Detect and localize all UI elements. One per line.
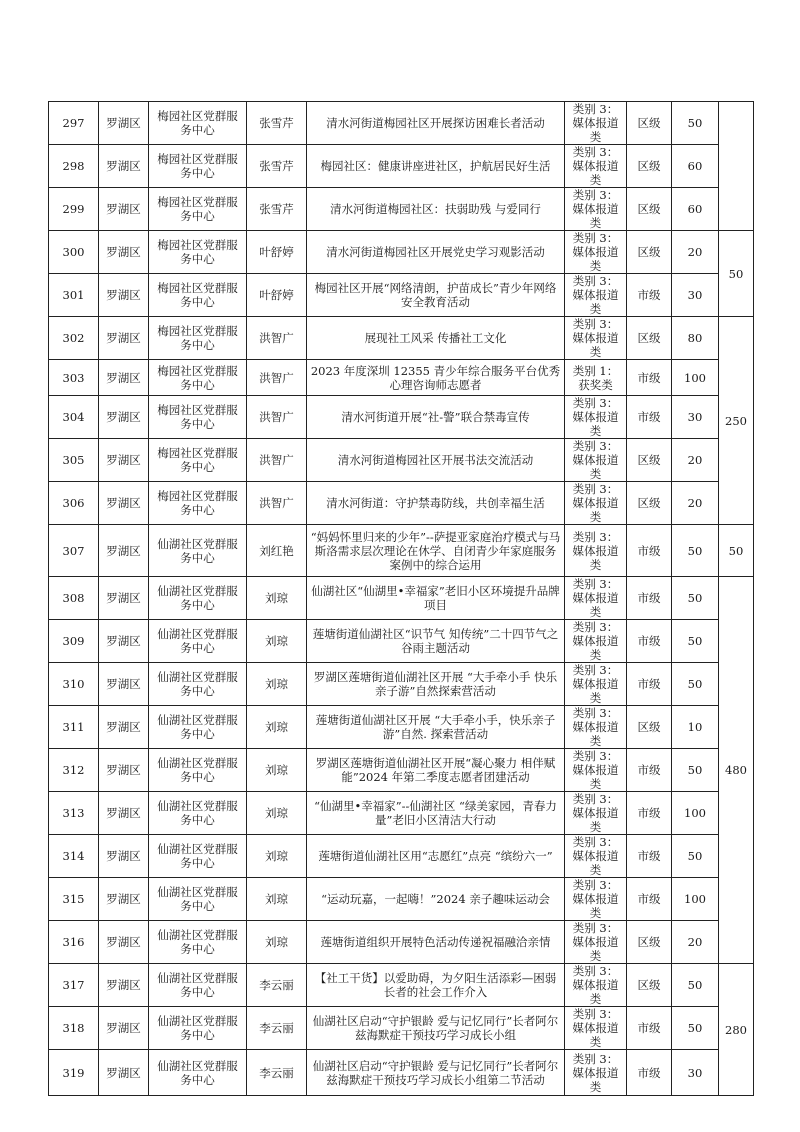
record-person: 刘琼: [247, 577, 307, 620]
record-org: 仙湖社区党群服务中心: [149, 620, 247, 663]
record-title: 莲塘街道仙湖社区用“志愿红”点亮 “缤纷六一”: [307, 835, 565, 878]
record-no: 299: [49, 188, 99, 231]
table-row: [49, 231, 754, 274]
record-no: 300: [49, 231, 99, 274]
record-org: 梅园社区党群服务中心: [149, 439, 247, 482]
record-district: 罗湖区: [99, 577, 149, 620]
record-no: 302: [49, 317, 99, 360]
record-org: 仙湖社区党群服务中心: [149, 577, 247, 620]
record-org: 仙湖社区党群服务中心: [149, 964, 247, 1007]
record-org: 梅园社区党群服务中心: [149, 396, 247, 439]
record-category: 类别 3：媒体报道类: [565, 749, 627, 792]
table-row: [49, 188, 754, 231]
record-org: 仙湖社区党群服务中心: [149, 878, 247, 921]
table-row: [49, 577, 754, 620]
record-person: 刘红艳: [247, 525, 307, 577]
record-no: 311: [49, 706, 99, 749]
record-title: 梅园社区开展“网络清朗，护苗成长”青少年网络安全教育活动: [307, 274, 565, 317]
record-category: 类别 3：媒体报道类: [565, 188, 627, 231]
record-level: 区级: [627, 145, 672, 188]
record-org: 仙湖社区党群服务中心: [149, 835, 247, 878]
record-level: 市级: [627, 663, 672, 706]
record-no: 319: [49, 1050, 99, 1096]
record-org: 仙湖社区党群服务中心: [149, 1007, 247, 1050]
record-score: 50: [672, 102, 719, 145]
record-title: 梅园社区：健康讲座进社区，护航居民好生活: [307, 145, 565, 188]
record-person: 叶舒婷: [247, 231, 307, 274]
record-category: 类别 3：媒体报道类: [565, 878, 627, 921]
record-category: 类别 3：媒体报道类: [565, 274, 627, 317]
record-title: 莲塘街道仙湖社区“识节气 知传统”二十四节气之谷雨主题活动: [307, 620, 565, 663]
records-table: [48, 101, 754, 1096]
record-no: 309: [49, 620, 99, 663]
group-total: 250: [719, 317, 754, 525]
table-row: [49, 620, 754, 663]
table-row: [49, 964, 754, 1007]
record-title: 清水河街道梅园社区开展党史学习观影活动: [307, 231, 565, 274]
record-level: 区级: [627, 482, 672, 525]
record-org: 仙湖社区党群服务中心: [149, 1050, 247, 1096]
record-title: 清水河街道开展“社-警”联合禁毒宣传: [307, 396, 565, 439]
record-person: 刘琼: [247, 663, 307, 706]
record-category: 类别 3：媒体报道类: [565, 620, 627, 663]
record-score: 20: [672, 921, 719, 964]
record-person: 李云丽: [247, 1007, 307, 1050]
record-category: 类别 3：媒体报道类: [565, 792, 627, 835]
table-row: [49, 525, 754, 577]
record-person: 李云丽: [247, 964, 307, 1007]
record-org: 梅园社区党群服务中心: [149, 102, 247, 145]
table-row: [49, 274, 754, 317]
record-category: 类别 3：媒体报道类: [565, 396, 627, 439]
record-no: 305: [49, 439, 99, 482]
record-org: 仙湖社区党群服务中心: [149, 663, 247, 706]
record-person: 张雪芹: [247, 188, 307, 231]
record-category: 类别 3：媒体报道类: [565, 1007, 627, 1050]
record-district: 罗湖区: [99, 317, 149, 360]
record-level: 区级: [627, 317, 672, 360]
record-person: 刘琼: [247, 792, 307, 835]
record-title: 莲塘街道仙湖社区开展 “大手牵小手，快乐亲子游”自然. 探索营活动: [307, 706, 565, 749]
record-title: “妈妈怀里归来的少年”--萨提亚家庭治疗模式与马斯洛需求层次理论在休学、自闭青少年家庭服务案例中的综合运用: [307, 525, 565, 577]
record-district: 罗湖区: [99, 525, 149, 577]
record-no: 307: [49, 525, 99, 577]
record-title: 仙湖社区启动“守护银龄 爱与记忆同行”长者阿尔兹海默症干预技巧学习成长小组: [307, 1007, 565, 1050]
record-org: 仙湖社区党群服务中心: [149, 921, 247, 964]
record-level: 市级: [627, 274, 672, 317]
record-no: 318: [49, 1007, 99, 1050]
table-row: [49, 835, 754, 878]
table-row: [49, 317, 754, 360]
record-org: 仙湖社区党群服务中心: [149, 792, 247, 835]
record-category: 类别 1：获奖类: [565, 360, 627, 396]
record-title: 仙湖社区启动“守护银龄 爱与记忆同行”长者阿尔兹海默症干预技巧学习成长小组第二节活动: [307, 1050, 565, 1096]
record-level: 区级: [627, 706, 672, 749]
record-score: 60: [672, 145, 719, 188]
record-category: 类别 3：媒体报道类: [565, 1050, 627, 1096]
record-score: 80: [672, 317, 719, 360]
record-district: 罗湖区: [99, 102, 149, 145]
record-score: 50: [672, 663, 719, 706]
record-district: 罗湖区: [99, 964, 149, 1007]
record-no: 306: [49, 482, 99, 525]
record-person: 叶舒婷: [247, 274, 307, 317]
record-score: 100: [672, 792, 719, 835]
record-category: 类别 3：媒体报道类: [565, 577, 627, 620]
record-no: 310: [49, 663, 99, 706]
record-level: 市级: [627, 792, 672, 835]
record-org: 梅园社区党群服务中心: [149, 274, 247, 317]
record-title: 罗湖区莲塘街道仙湖社区开展 “大手牵小手 快乐亲子游”自然探索营活动: [307, 663, 565, 706]
record-level: 市级: [627, 525, 672, 577]
record-score: 50: [672, 749, 719, 792]
record-score: 20: [672, 482, 719, 525]
record-category: 类别 3：媒体报道类: [565, 835, 627, 878]
record-category: 类别 3：媒体报道类: [565, 145, 627, 188]
record-district: 罗湖区: [99, 749, 149, 792]
record-district: 罗湖区: [99, 1007, 149, 1050]
record-no: 312: [49, 749, 99, 792]
record-title: 莲塘街道组织开展特色活动传递祝福融洽亲情: [307, 921, 565, 964]
record-district: 罗湖区: [99, 188, 149, 231]
table-row: [49, 360, 754, 396]
record-category: 类别 3：媒体报道类: [565, 231, 627, 274]
table-row: [49, 102, 754, 145]
record-title: 清水河街道梅园社区开展探访困难长者活动: [307, 102, 565, 145]
record-level: 市级: [627, 1007, 672, 1050]
record-person: 李云丽: [247, 1050, 307, 1096]
record-category: 类别 3：媒体报道类: [565, 482, 627, 525]
record-district: 罗湖区: [99, 835, 149, 878]
record-person: 洪智广: [247, 317, 307, 360]
record-level: 区级: [627, 964, 672, 1007]
record-org: 梅园社区党群服务中心: [149, 231, 247, 274]
record-org: 仙湖社区党群服务中心: [149, 525, 247, 577]
record-title: 【社工干货】以爱助碍，为夕阳生活添彩—困弱长者的社会工作介入: [307, 964, 565, 1007]
record-score: 50: [672, 577, 719, 620]
record-level: 市级: [627, 577, 672, 620]
record-person: 刘琼: [247, 620, 307, 663]
record-person: 刘琼: [247, 921, 307, 964]
record-score: 30: [672, 1050, 719, 1096]
record-title: 2023 年度深圳 12355 青少年综合服务平台优秀心理咨询师志愿者: [307, 360, 565, 396]
record-person: 刘琼: [247, 878, 307, 921]
record-org: 梅园社区党群服务中心: [149, 188, 247, 231]
record-level: 市级: [627, 1050, 672, 1096]
table-row: [49, 1050, 754, 1096]
table-row: [49, 792, 754, 835]
record-district: 罗湖区: [99, 439, 149, 482]
table-row: [49, 396, 754, 439]
record-level: 区级: [627, 921, 672, 964]
record-score: 100: [672, 360, 719, 396]
record-category: 类别 3：媒体报道类: [565, 525, 627, 577]
record-district: 罗湖区: [99, 792, 149, 835]
group-total: 50: [719, 231, 754, 317]
record-score: 100: [672, 878, 719, 921]
record-no: 315: [49, 878, 99, 921]
record-category: 类别 3：媒体报道类: [565, 102, 627, 145]
record-person: 洪智广: [247, 482, 307, 525]
record-level: 市级: [627, 620, 672, 663]
record-category: 类别 3：媒体报道类: [565, 317, 627, 360]
record-category: 类别 3：媒体报道类: [565, 663, 627, 706]
record-no: 317: [49, 964, 99, 1007]
record-org: 仙湖社区党群服务中心: [149, 749, 247, 792]
record-level: 区级: [627, 102, 672, 145]
record-no: 301: [49, 274, 99, 317]
record-score: 50: [672, 835, 719, 878]
table-row: [49, 663, 754, 706]
record-category: 类别 3：媒体报道类: [565, 964, 627, 1007]
record-score: 10: [672, 706, 719, 749]
record-level: 市级: [627, 396, 672, 439]
record-org: 梅园社区党群服务中心: [149, 317, 247, 360]
group-total-blank: [719, 102, 754, 231]
record-no: 303: [49, 360, 99, 396]
record-org: 梅园社区党群服务中心: [149, 145, 247, 188]
record-title: 仙湖社区“仙湖里•幸福家”老旧小区环境提升品牌项目: [307, 577, 565, 620]
record-score: 30: [672, 396, 719, 439]
record-title: 清水河街道梅园社区：扶弱助残 与爱同行: [307, 188, 565, 231]
record-person: 洪智广: [247, 396, 307, 439]
record-title: “仙湖里•幸福家”--仙湖社区 “绿美家园，青春力量”老旧小区清洁大行动: [307, 792, 565, 835]
record-no: 297: [49, 102, 99, 145]
record-person: 刘琼: [247, 835, 307, 878]
table-row: [49, 921, 754, 964]
table-row: [49, 439, 754, 482]
record-title: 展现社工风采 传播社工文化: [307, 317, 565, 360]
record-level: 市级: [627, 878, 672, 921]
record-no: 313: [49, 792, 99, 835]
record-level: 市级: [627, 749, 672, 792]
record-org: 梅园社区党群服务中心: [149, 360, 247, 396]
record-level: 区级: [627, 231, 672, 274]
record-org: 仙湖社区党群服务中心: [149, 706, 247, 749]
record-no: 316: [49, 921, 99, 964]
record-no: 304: [49, 396, 99, 439]
record-category: 类别 3：媒体报道类: [565, 439, 627, 482]
record-score: 60: [672, 188, 719, 231]
record-district: 罗湖区: [99, 706, 149, 749]
record-district: 罗湖区: [99, 1050, 149, 1096]
record-title: 清水河街道梅园社区开展书法交流活动: [307, 439, 565, 482]
record-district: 罗湖区: [99, 145, 149, 188]
group-total: 480: [719, 577, 754, 964]
record-district: 罗湖区: [99, 231, 149, 274]
record-district: 罗湖区: [99, 663, 149, 706]
record-title: 清水河街道：守护禁毒防线，共创幸福生活: [307, 482, 565, 525]
record-score: 30: [672, 274, 719, 317]
record-district: 罗湖区: [99, 620, 149, 663]
record-score: 50: [672, 525, 719, 577]
record-district: 罗湖区: [99, 878, 149, 921]
record-person: 刘琼: [247, 749, 307, 792]
record-score: 50: [672, 964, 719, 1007]
record-person: 洪智广: [247, 439, 307, 482]
table-row: [49, 145, 754, 188]
record-score: 50: [672, 620, 719, 663]
table-row: [49, 878, 754, 921]
record-org: 梅园社区党群服务中心: [149, 482, 247, 525]
record-district: 罗湖区: [99, 360, 149, 396]
record-category: 类别 3：媒体报道类: [565, 921, 627, 964]
record-title: “运动玩嘉，一起嗨！”2024 亲子趣味运动会: [307, 878, 565, 921]
table-row: [49, 749, 754, 792]
record-score: 50: [672, 1007, 719, 1050]
group-total: 280: [719, 964, 754, 1096]
table-row: [49, 482, 754, 525]
record-district: 罗湖区: [99, 482, 149, 525]
record-score: 20: [672, 439, 719, 482]
record-district: 罗湖区: [99, 274, 149, 317]
record-title: 罗湖区莲塘街道仙湖社区开展“凝心聚力 相伴赋能”2024 年第二季度志愿者团建活动: [307, 749, 565, 792]
record-district: 罗湖区: [99, 396, 149, 439]
record-person: 刘琼: [247, 706, 307, 749]
record-category: 类别 3：媒体报道类: [565, 706, 627, 749]
record-person: 张雪芹: [247, 145, 307, 188]
record-person: 张雪芹: [247, 102, 307, 145]
table-row: [49, 1007, 754, 1050]
record-level: 市级: [627, 835, 672, 878]
record-district: 罗湖区: [99, 921, 149, 964]
record-person: 洪智广: [247, 360, 307, 396]
records-sheet: [48, 101, 754, 1096]
record-level: 区级: [627, 439, 672, 482]
record-no: 298: [49, 145, 99, 188]
record-score: 20: [672, 231, 719, 274]
record-no: 308: [49, 577, 99, 620]
record-no: 314: [49, 835, 99, 878]
record-level: 区级: [627, 188, 672, 231]
table-row: [49, 706, 754, 749]
group-total: 50: [719, 525, 754, 577]
record-level: 市级: [627, 360, 672, 396]
